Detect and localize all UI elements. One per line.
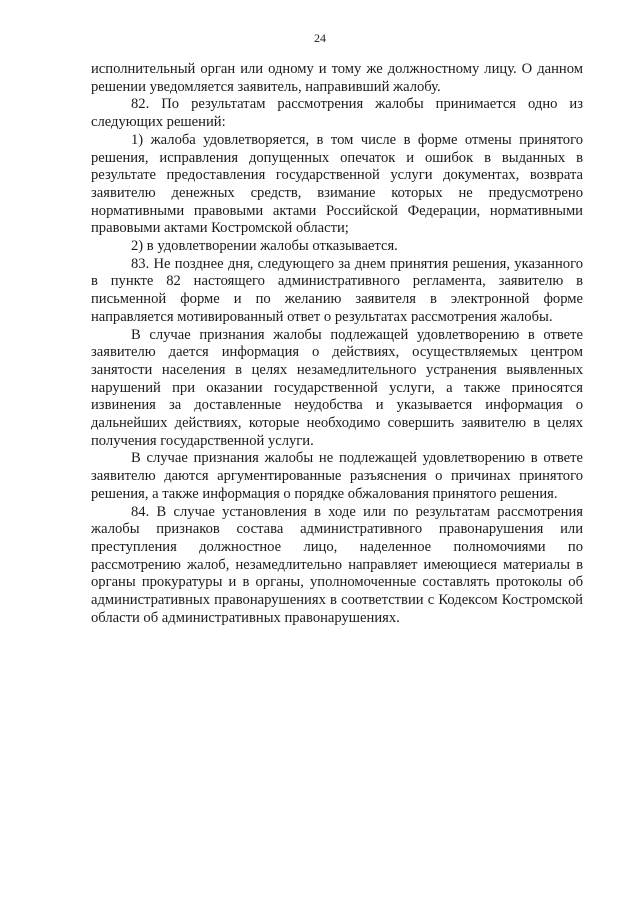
paragraph-clause-84: 84. В случае установления в ходе или по результатам рассмотрения жалобы признаков состава административного правонарушения или преступления должностное лицо, наделенное полномочиями по рассмотрению жалоб, незамедлительно направляет имеющиеся материалы в органы прокуратуры и в органы, уполномоченные составлять протоколы об административных правонарушениях в соответствии с Кодексом Костромской области об административных правонарушениях.: [91, 503, 583, 626]
paragraph-clause-83: 83. Не позднее дня, следующего за днем принятия решения, указанного в пункте 82 настоящего административного регламента, заявителю в письменной форме и по желанию заявителя в электронной форме направляется мотивированный ответ о результатах рассмотрения жалобы.: [91, 255, 583, 325]
document-body: [91, 61, 583, 628]
paragraph-satisfied-case: В случае признания жалобы подлежащей удовлетворению в ответе заявителю дается информация о действиях, осуществляемых центром занятости населения в целях незамедлительного устранения выявленных нарушений при оказании государственной услуги, а также приносятся извинения за доставленные неудобства и указывается информация о дальнейших действиях, которые необходимо совершить заявителю в целях получения государственной услуги.: [91, 326, 583, 449]
paragraph-continuation: исполнительный орган или одному и тому же должностному лицу. О данном решении уведомляется заявитель, направивший жалобу.: [91, 61, 583, 95]
paragraph-decision-1: 1) жалоба удовлетворяется, в том числе в форме отмены принятого решения, исправления допущенных опечаток и ошибок в выданных в результате предоставления государственной услуги документах, возврата заявителю денежных средств, взимание которых не предусмотрено нормативными правовыми актами Российской Федерации, нормативными правовыми актами Костромской области;: [91, 131, 583, 237]
page-number: 24: [314, 31, 326, 45]
paragraph-rejected-case: В случае признания жалобы не подлежащей удовлетворению в ответе заявителю даются аргументированные разъяснения о причинах принятого решения, а также информация о порядке обжалования принятого решения.: [91, 450, 583, 502]
paragraph-clause-82: 82. По результатам рассмотрения жалобы принимается одно из следующих решений:: [91, 96, 583, 131]
paragraph-decision-2: 2) в удовлетворении жалобы отказывается.: [131, 238, 398, 255]
